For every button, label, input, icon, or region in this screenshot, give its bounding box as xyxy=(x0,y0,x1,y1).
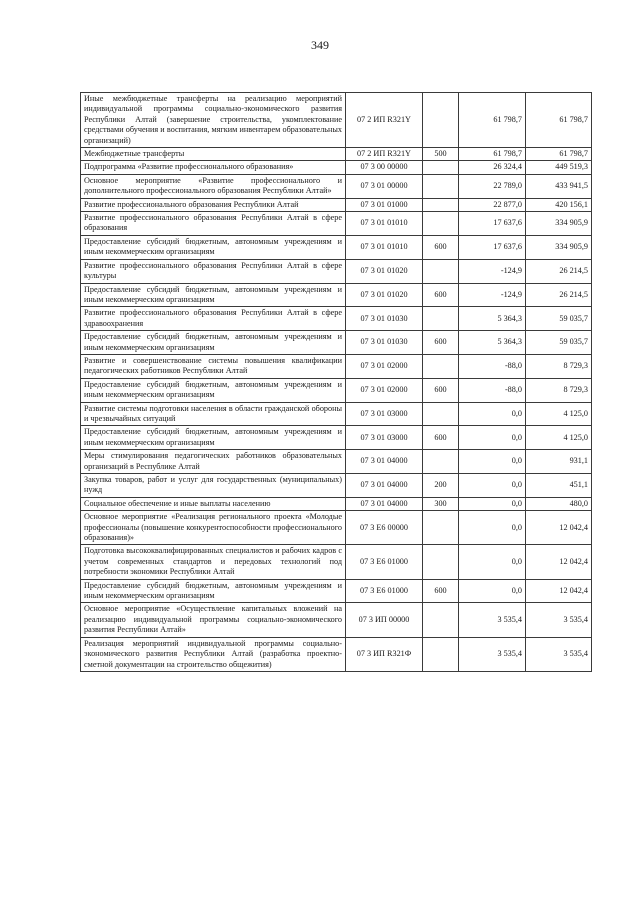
row-amount-2-cell: 26 214,5 xyxy=(526,283,592,307)
budget-table xyxy=(80,92,592,672)
row-code-cell: 07 3 ИП 00000 xyxy=(346,603,423,637)
row-expense-type-cell: 600 xyxy=(423,331,459,355)
page-number: 349 xyxy=(311,38,329,52)
row-expense-type-cell xyxy=(423,603,459,637)
row-name-cell: Развитие профессионального образования Республики Алтай в сфере культуры xyxy=(81,259,346,283)
row-expense-type-cell xyxy=(423,212,459,236)
table-row xyxy=(81,545,592,579)
table-row xyxy=(81,378,592,402)
row-amount-2-cell: 334 905,9 xyxy=(526,235,592,259)
table-row xyxy=(81,148,592,161)
row-amount-1-cell: 17 637,6 xyxy=(459,212,526,236)
row-amount-2-cell: 8 729,3 xyxy=(526,354,592,378)
row-expense-type-cell: 600 xyxy=(423,235,459,259)
table-row xyxy=(81,450,592,474)
row-code-cell: 07 3 01 01030 xyxy=(346,307,423,331)
row-amount-2-cell: 4 125,0 xyxy=(526,402,592,426)
table-row xyxy=(81,174,592,198)
row-expense-type-cell xyxy=(423,93,459,148)
row-amount-2-cell: 334 905,9 xyxy=(526,212,592,236)
table-row xyxy=(81,331,592,355)
row-code-cell: 07 2 ИП R321Y xyxy=(346,148,423,161)
row-expense-type-cell: 300 xyxy=(423,497,459,510)
row-name-cell: Развитие и совершенствование системы повышения квалификации педагогических работников Республики Алтай xyxy=(81,354,346,378)
row-name-cell: Иные межбюджетные трансферты на реализацию мероприятий индивидуальной программы социально-экономического развития Республики Алтай (завершение строительства, укомплектование средствами обучения и воспитания, мягким инвентарем образовательных организаций) xyxy=(81,93,346,148)
row-name-cell: Основное мероприятие «Развитие профессионального и дополнительного профессионального образования Республики Алтай» xyxy=(81,174,346,198)
row-code-cell: 07 3 01 01010 xyxy=(346,235,423,259)
row-expense-type-cell: 500 xyxy=(423,148,459,161)
row-amount-1-cell: -124,9 xyxy=(459,259,526,283)
row-name-cell: Подпрограмма «Развитие профессионального образования» xyxy=(81,161,346,174)
row-expense-type-cell xyxy=(423,174,459,198)
row-expense-type-cell xyxy=(423,511,459,545)
row-code-cell: 07 3 01 01030 xyxy=(346,331,423,355)
row-amount-2-cell: 61 798,7 xyxy=(526,93,592,148)
row-code-cell: 07 3 ИП R321Ф xyxy=(346,637,423,671)
row-amount-1-cell: 61 798,7 xyxy=(459,93,526,148)
row-amount-1-cell: -88,0 xyxy=(459,378,526,402)
row-code-cell: 07 3 01 01000 xyxy=(346,198,423,211)
row-name-cell: Предоставление субсидий бюджетным, автономным учреждениям и иным некоммерческим организациям xyxy=(81,378,346,402)
table-row xyxy=(81,212,592,236)
table-row xyxy=(81,161,592,174)
row-name-cell: Подготовка высококвалифицированных специалистов и рабочих кадров с учетом современных стандартов и передовых технологий под потребности экономики Республики Алтай xyxy=(81,545,346,579)
row-expense-type-cell xyxy=(423,259,459,283)
row-amount-2-cell: 59 035,7 xyxy=(526,307,592,331)
table-row xyxy=(81,637,592,671)
table-row xyxy=(81,198,592,211)
row-amount-2-cell: 12 042,4 xyxy=(526,511,592,545)
row-amount-2-cell: 433 941,5 xyxy=(526,174,592,198)
table-row xyxy=(81,497,592,510)
row-name-cell: Реализация мероприятий индивидуальной программы социально-экономического развития Республики Алтай (разработка проектно-сметной документации на строительство общежития) xyxy=(81,637,346,671)
row-code-cell: 07 2 ИП R321Y xyxy=(346,93,423,148)
row-amount-1-cell: 0,0 xyxy=(459,579,526,603)
row-amount-2-cell: 61 798,7 xyxy=(526,148,592,161)
row-amount-2-cell: 4 125,0 xyxy=(526,426,592,450)
table-row xyxy=(81,579,592,603)
row-expense-type-cell xyxy=(423,354,459,378)
table-row xyxy=(81,354,592,378)
row-amount-2-cell: 12 042,4 xyxy=(526,545,592,579)
row-name-cell: Предоставление субсидий бюджетным, автономным учреждениям и иным некоммерческим организациям xyxy=(81,426,346,450)
row-amount-2-cell: 420 156,1 xyxy=(526,198,592,211)
row-amount-1-cell: -124,9 xyxy=(459,283,526,307)
table-row xyxy=(81,474,592,498)
row-amount-1-cell: 22 877,0 xyxy=(459,198,526,211)
row-expense-type-cell xyxy=(423,545,459,579)
row-amount-1-cell: 0,0 xyxy=(459,545,526,579)
row-amount-1-cell: 0,0 xyxy=(459,450,526,474)
row-amount-1-cell: -88,0 xyxy=(459,354,526,378)
row-code-cell: 07 3 01 01020 xyxy=(346,259,423,283)
table-row xyxy=(81,235,592,259)
row-code-cell: 07 3 01 04000 xyxy=(346,450,423,474)
row-name-cell: Развитие профессионального образования Республики Алтай в сфере здравоохранения xyxy=(81,307,346,331)
row-amount-2-cell: 451,1 xyxy=(526,474,592,498)
row-name-cell: Предоставление субсидий бюджетным, автономным учреждениям и иным некоммерческим организациям xyxy=(81,579,346,603)
row-code-cell: 07 3 01 04000 xyxy=(346,474,423,498)
row-code-cell: 07 3 01 02000 xyxy=(346,378,423,402)
row-expense-type-cell: 200 xyxy=(423,474,459,498)
row-expense-type-cell xyxy=(423,198,459,211)
row-expense-type-cell: 600 xyxy=(423,283,459,307)
row-code-cell: 07 3 01 03000 xyxy=(346,426,423,450)
row-name-cell: Развитие системы подготовки населения в области гражданской обороны и чрезвычайных ситуаций xyxy=(81,402,346,426)
row-amount-1-cell: 0,0 xyxy=(459,511,526,545)
row-amount-2-cell: 59 035,7 xyxy=(526,331,592,355)
row-name-cell: Предоставление субсидий бюджетным, автономным учреждениям и иным некоммерческим организациям xyxy=(81,283,346,307)
row-amount-2-cell: 3 535,4 xyxy=(526,637,592,671)
row-amount-2-cell: 3 535,4 xyxy=(526,603,592,637)
row-amount-1-cell: 0,0 xyxy=(459,402,526,426)
row-amount-1-cell: 5 364,3 xyxy=(459,307,526,331)
row-name-cell: Предоставление субсидий бюджетным, автономным учреждениям и иным некоммерческим организациям xyxy=(81,331,346,355)
row-code-cell: 07 3 01 01020 xyxy=(346,283,423,307)
row-amount-1-cell: 61 798,7 xyxy=(459,148,526,161)
row-name-cell: Основное мероприятие «Осуществление капитальных вложений на реализацию индивидуальной программы социально-экономического развития Республики Алтай» xyxy=(81,603,346,637)
row-code-cell: 07 3 E6 01000 xyxy=(346,545,423,579)
row-amount-1-cell: 3 535,4 xyxy=(459,603,526,637)
row-code-cell: 07 3 01 00000 xyxy=(346,174,423,198)
row-amount-1-cell: 3 535,4 xyxy=(459,637,526,671)
row-expense-type-cell xyxy=(423,402,459,426)
row-expense-type-cell xyxy=(423,637,459,671)
row-name-cell: Развитие профессионального образования Республики Алтай в сфере образования xyxy=(81,212,346,236)
table-row xyxy=(81,603,592,637)
row-expense-type-cell: 600 xyxy=(423,579,459,603)
table-row xyxy=(81,259,592,283)
row-amount-1-cell: 5 364,3 xyxy=(459,331,526,355)
table-row xyxy=(81,307,592,331)
row-amount-1-cell: 0,0 xyxy=(459,474,526,498)
row-amount-2-cell: 931,1 xyxy=(526,450,592,474)
row-expense-type-cell xyxy=(423,307,459,331)
row-name-cell: Развитие профессионального образования Республики Алтай xyxy=(81,198,346,211)
row-amount-1-cell: 26 324,4 xyxy=(459,161,526,174)
row-name-cell: Межбюджетные трансферты xyxy=(81,148,346,161)
row-code-cell: 07 3 01 01010 xyxy=(346,212,423,236)
row-amount-1-cell: 0,0 xyxy=(459,426,526,450)
row-name-cell: Социальное обеспечение и иные выплаты населению xyxy=(81,497,346,510)
row-amount-1-cell: 0,0 xyxy=(459,497,526,510)
row-amount-2-cell: 26 214,5 xyxy=(526,259,592,283)
row-expense-type-cell xyxy=(423,450,459,474)
row-expense-type-cell xyxy=(423,161,459,174)
row-name-cell: Меры стимулирования педагогических работников образовательных организаций в Республике Алтай xyxy=(81,450,346,474)
row-name-cell: Предоставление субсидий бюджетным, автономным учреждениям и иным некоммерческим организациям xyxy=(81,235,346,259)
table-row xyxy=(81,402,592,426)
budget-table-body xyxy=(81,93,592,672)
row-code-cell: 07 3 E6 01000 xyxy=(346,579,423,603)
table-row xyxy=(81,426,592,450)
row-amount-2-cell: 8 729,3 xyxy=(526,378,592,402)
row-code-cell: 07 3 00 00000 xyxy=(346,161,423,174)
row-amount-2-cell: 449 519,3 xyxy=(526,161,592,174)
table-row xyxy=(81,93,592,148)
row-name-cell: Закупка товаров, работ и услуг для государственных (муниципальных) нужд xyxy=(81,474,346,498)
row-amount-1-cell: 17 637,6 xyxy=(459,235,526,259)
table-row xyxy=(81,283,592,307)
row-expense-type-cell: 600 xyxy=(423,426,459,450)
row-name-cell: Основное мероприятие «Реализация регионального проекта «Молодые профессионалы (повышение конкурентоспособности профессионального образования)» xyxy=(81,511,346,545)
row-amount-2-cell: 480,0 xyxy=(526,497,592,510)
row-code-cell: 07 3 01 02000 xyxy=(346,354,423,378)
row-amount-2-cell: 12 042,4 xyxy=(526,579,592,603)
row-amount-1-cell: 22 789,0 xyxy=(459,174,526,198)
row-code-cell: 07 3 E6 00000 xyxy=(346,511,423,545)
row-expense-type-cell: 600 xyxy=(423,378,459,402)
table-row xyxy=(81,511,592,545)
row-code-cell: 07 3 01 04000 xyxy=(346,497,423,510)
row-code-cell: 07 3 01 03000 xyxy=(346,402,423,426)
